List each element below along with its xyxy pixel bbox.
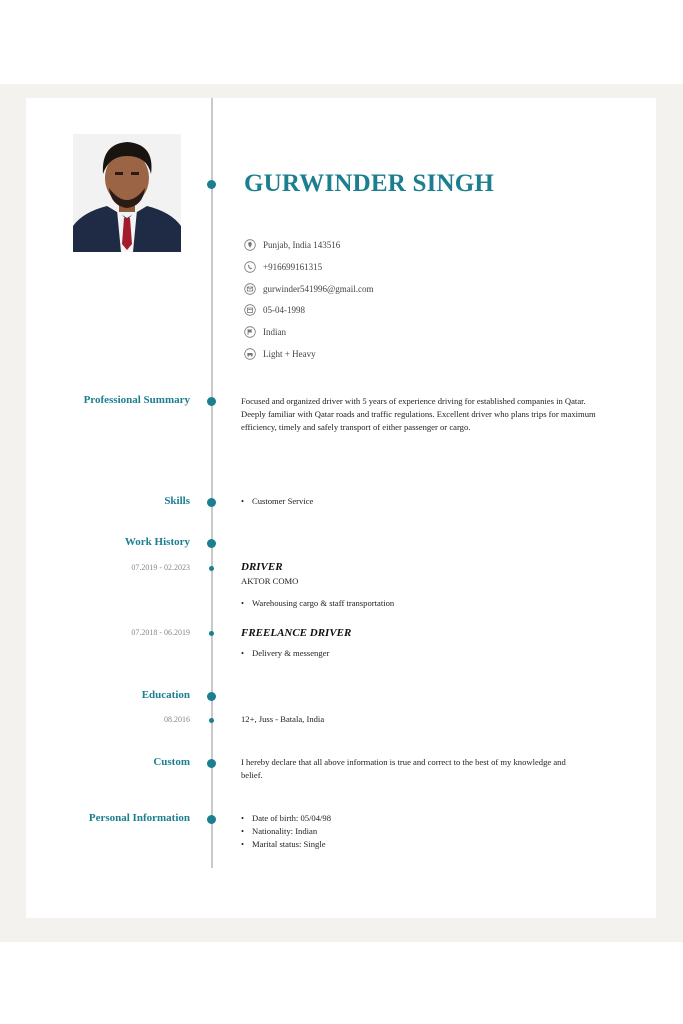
job-1-company: AKTOR COMO bbox=[241, 576, 299, 586]
summary-line-3: efficiency, timely and safely transport of either passenger or cargo. bbox=[241, 422, 471, 432]
timeline-dot-skills bbox=[207, 498, 216, 507]
job-1-dates: 07.2019 - 02.2023 bbox=[131, 563, 190, 572]
contact-dob bbox=[244, 303, 305, 317]
custom-text: I hereby declare that all above information is true and correct to the best of my knowledge and belief. bbox=[241, 757, 566, 780]
email-icon bbox=[244, 283, 256, 295]
contact-phone-text: +916699161315 bbox=[263, 262, 323, 272]
timeline-dot-summary bbox=[207, 397, 216, 406]
contact-nationality-text: Indian bbox=[263, 327, 286, 337]
car-icon bbox=[244, 348, 256, 360]
timeline-dot-job-1 bbox=[209, 566, 214, 571]
education-heading: Education bbox=[141, 689, 190, 701]
job-2-dates: 07.2018 - 06.2019 bbox=[131, 628, 190, 637]
contact-phone bbox=[244, 260, 322, 274]
job-2-bullets bbox=[241, 647, 329, 660]
job-1-bullets bbox=[241, 597, 394, 610]
personal-heading: Personal Information bbox=[88, 812, 190, 824]
custom-heading: Custom bbox=[153, 756, 190, 768]
education-dates: 08.2016 bbox=[164, 715, 190, 724]
timeline-dot-work bbox=[207, 539, 216, 548]
timeline-dot-name bbox=[207, 180, 216, 189]
timeline-dot-education-entry bbox=[209, 718, 214, 723]
personal-item-nationality: • Nationality: Indian bbox=[241, 825, 331, 838]
job-1-bullet: • Warehousing cargo & staff transportation bbox=[241, 597, 394, 610]
timeline-dot-job-2 bbox=[209, 631, 214, 636]
contact-dob-text: 05-04-1998 bbox=[263, 305, 305, 315]
whatsapp-icon bbox=[244, 261, 256, 273]
location-icon bbox=[244, 239, 256, 251]
timeline-line bbox=[211, 98, 213, 868]
skill-item: • Customer Service bbox=[241, 495, 313, 508]
job-2-title: FREELANCE DRIVER bbox=[241, 627, 352, 639]
contact-location bbox=[244, 238, 340, 252]
summary-heading: Professional Summary bbox=[83, 394, 190, 406]
job-1-title: DRIVER bbox=[241, 561, 283, 573]
education-text: 12+, Juss - Batala, India bbox=[241, 714, 325, 724]
summary-line-2: Deeply familiar with Qatar roads and traffic regulations. Excellent driver who plans trips for maximum bbox=[241, 409, 596, 419]
timeline-dot-education bbox=[207, 692, 216, 701]
skills-heading: Skills bbox=[164, 495, 190, 507]
contact-nationality bbox=[244, 325, 286, 339]
timeline-dot-custom bbox=[207, 759, 216, 768]
summary-line-1: Focused and organized driver with 5 years of experience driving for established companies in Qatar. bbox=[241, 396, 586, 406]
contact-email-text[interactable]: gurwinder541996@gmail.com bbox=[263, 284, 374, 294]
contact-location-text: Punjab, India 143516 bbox=[263, 240, 341, 250]
timeline-dot-personal bbox=[207, 815, 216, 824]
contact-email bbox=[244, 282, 374, 296]
contact-license bbox=[244, 347, 316, 361]
job-2-bullet: • Delivery & messenger bbox=[241, 647, 329, 660]
flag-icon bbox=[244, 326, 256, 338]
contact-license-text: Light + Heavy bbox=[263, 349, 316, 359]
personal-list bbox=[241, 812, 331, 851]
calendar-icon bbox=[244, 304, 256, 316]
work-heading: Work History bbox=[124, 536, 190, 548]
profile-photo bbox=[73, 134, 181, 252]
summary-text bbox=[241, 395, 626, 434]
skills-list bbox=[241, 495, 313, 508]
candidate-name: GURWINDER SINGH bbox=[244, 170, 495, 197]
personal-item-dob: • Date of birth: 05/04/98 bbox=[241, 812, 331, 825]
personal-item-marital: • Marital status: Single bbox=[241, 838, 331, 851]
